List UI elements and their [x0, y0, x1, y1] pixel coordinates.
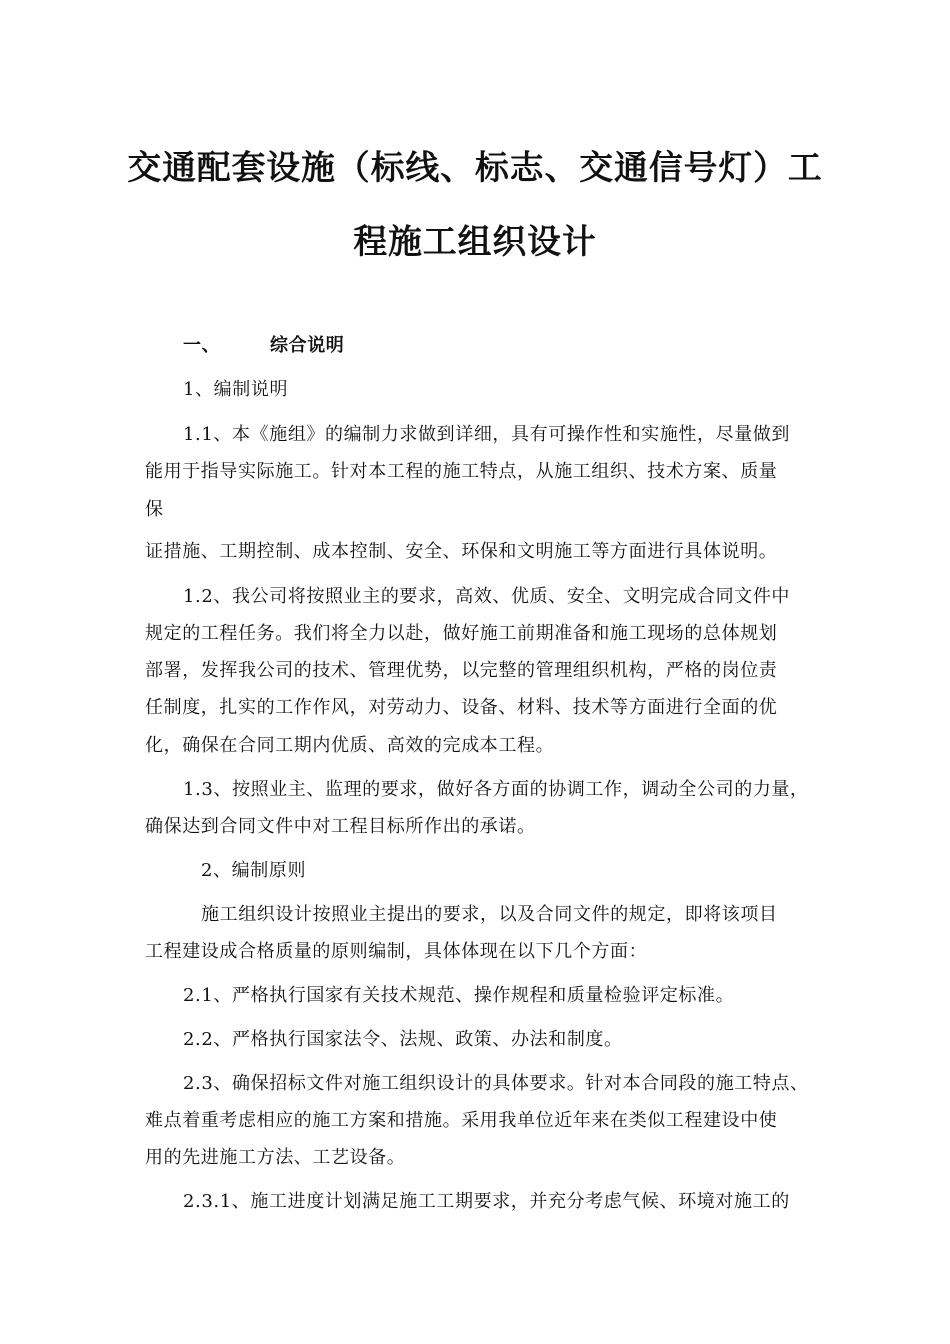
document-title-line-1: 交通配套设施（标线、标志、交通信号灯）工 — [127, 148, 823, 187]
subsection-heading: 2、编制原则 — [201, 860, 307, 881]
paragraph-line: 1.1、本《施组》的编制力求做到详细，具有可操作性和实施性，尽量做到 — [183, 424, 791, 445]
paragraph-line: 规定的工程任务。我们将全力以赴，做好施工前期准备和施工现场的总体规划 — [145, 623, 778, 644]
paragraph-line: 化，确保在合同工期内优质、高效的完成本工程。 — [145, 735, 555, 756]
paragraph-line: 2.3、确保招标文件对施工组织设计的具体要求。针对本合同段的施工特点、 — [183, 1073, 809, 1094]
paragraph-line: 工程建设成合格质量的原则编制，具体体现在以下几个方面： — [145, 941, 648, 962]
paragraph-line: 施工组织设计按照业主提出的要求，以及合同文件的规定，即将该项目 — [201, 904, 778, 925]
paragraph-line: 保 — [145, 499, 164, 520]
paragraph-line: 用的先进施工方法、工艺设备。 — [145, 1147, 406, 1168]
paragraph-line: 任制度，扎实的工作作风，对劳动力、设备、材料、技术等方面进行全面的优 — [145, 697, 778, 718]
paragraph-line: 难点着重考虑相应的施工方案和措施。采用我单位近年来在类似工程建设中使 — [145, 1110, 778, 1131]
paragraph-line: 2.1、严格执行国家有关技术规范、操作规程和质量检验评定标准。 — [183, 985, 735, 1006]
paragraph-line: 确保达到合同文件中对工程目标所作出的承诺。 — [145, 816, 536, 837]
paragraph-line: 2.3.1、施工进度计划满足施工工期要求，并充分考虑气候、环境对施工的 — [183, 1191, 790, 1212]
paragraph-line: 1.2、我公司将按照业主的要求，高效、优质、安全、文明完成合同文件中 — [183, 586, 791, 607]
subsection-heading: 1、编制说明 — [183, 379, 289, 400]
paragraph-line: 2.2、严格执行国家法令、法规、政策、办法和制度。 — [183, 1029, 623, 1050]
paragraph-line: 1.3、按照业主、监理的要求，做好各方面的协调工作，调动全公司的力量， — [183, 779, 809, 800]
paragraph-line: 部署，发挥我公司的技术、管理优势，以完整的管理组织机构，严格的岗位责 — [145, 660, 778, 681]
document-title-line-2: 程施工组织设计 — [353, 222, 597, 261]
section-number: 一、 — [183, 335, 221, 356]
paragraph-line: 证措施、工期控制、成本控制、安全、环保和文明施工等方面进行具体说明。 — [145, 541, 778, 562]
paragraph-line: 能用于指导实际施工。针对本工程的施工特点，从施工组织、技术方案、质量 — [145, 461, 778, 482]
section-heading: 综合说明 — [270, 335, 345, 356]
